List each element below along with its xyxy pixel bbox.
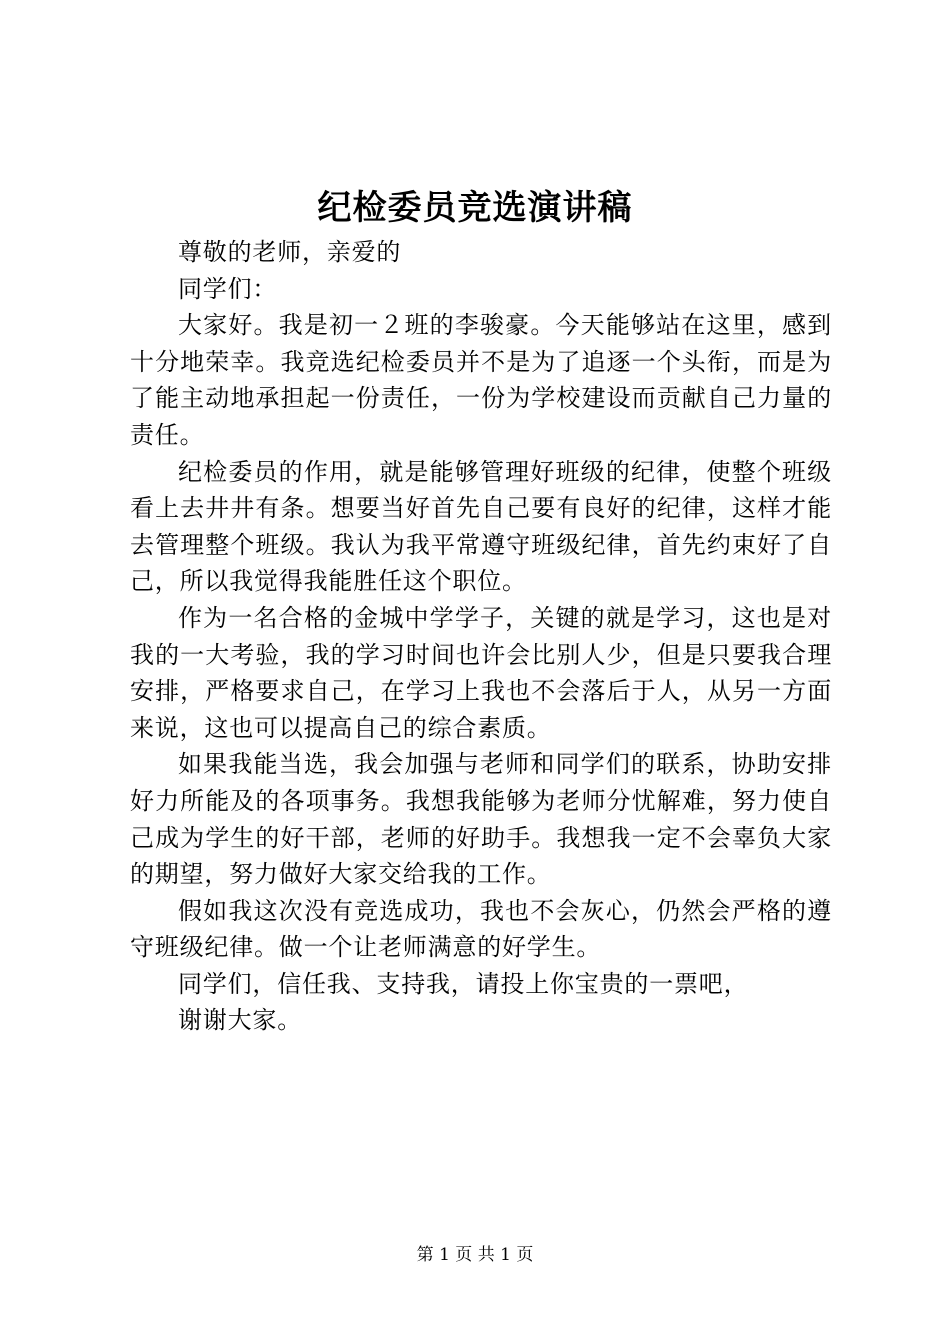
paragraph-introduction: 大家好。我是初一２班的李骏豪。今天能够站在这里，感到十分地荣幸。我竞选纪检委员并不是为了追逐一个头衔，而是为了能主动地承担起一份责任，一份为学校建设而贡献自己力量的责任。 bbox=[130, 311, 832, 449]
salutation-line-2: 同学们： bbox=[178, 274, 278, 303]
document-body bbox=[130, 234, 832, 1039]
paragraph-study: 作为一名合格的金城中学学子，关键的就是学习，这也是对我的一大考验，我的学习时间也许会比别人少，但是只要我合理安排，严格要求自己，在学习上我也不会落后于人，从另一方面来说，这也可以提高自己的综合素质。 bbox=[130, 603, 832, 742]
paragraph-if-not-elected: 假如我这次没有竞选成功，我也不会灰心，仍然会严格的遵守班级纪律。做一个让老师满意的好学生。 bbox=[130, 896, 832, 962]
paragraph-closing: 谢谢大家。 bbox=[178, 1006, 302, 1035]
paragraph-appeal: 同学们，信任我、支持我，请投上你宝贵的一票吧， bbox=[178, 969, 749, 998]
paragraph-if-elected: 如果我能当选，我会加强与老师和同学们的联系，协助安排好力所能及的各项事务。我想我能够为老师分忧解难，努力使自己成为学生的好干部，老师的好助手。我想我一定不会辜负大家的期望，努力做好大家交给我的工作。 bbox=[130, 750, 832, 889]
page-footer: 第 1 页 共 1 页 bbox=[416, 1245, 534, 1265]
salutation-line-1: 尊敬的老师，亲爱的 bbox=[178, 238, 402, 266]
document-title: 纪检委员竞选演讲稿 bbox=[317, 188, 633, 228]
paragraph-role: 纪检委员的作用，就是能够管理好班级的纪律，使整个班级看上去井井有条。想要当好首先自己要有良好的纪律，这样才能去管理整个班级。我认为我平常遵守班级纪律，首先约束好了自己，所以我觉得我能胜任这个职位。 bbox=[130, 457, 832, 596]
